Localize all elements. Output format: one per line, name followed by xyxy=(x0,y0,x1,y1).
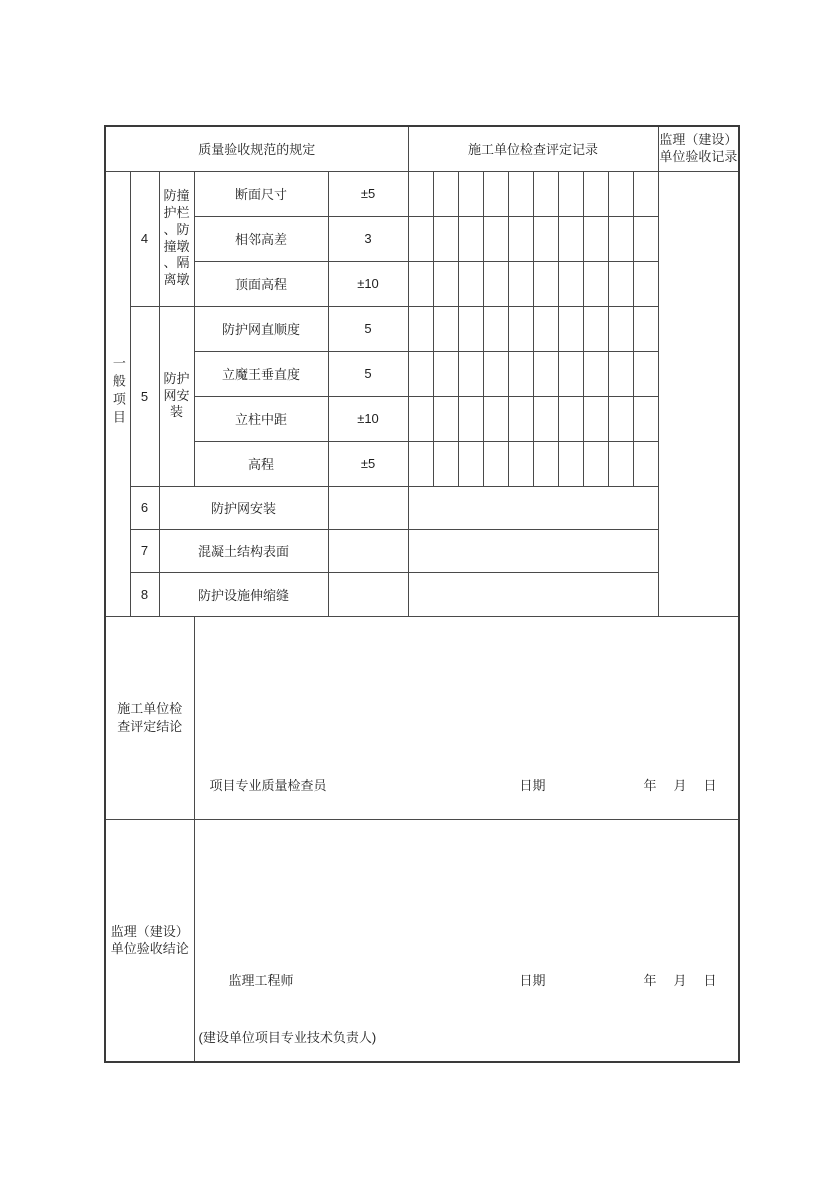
tolerance-cell xyxy=(328,486,408,529)
tolerance-cell xyxy=(328,572,408,616)
record-cell xyxy=(533,171,558,216)
record-cell xyxy=(608,441,633,486)
record-cell xyxy=(583,351,608,396)
record-cell xyxy=(408,351,433,396)
record-cell xyxy=(508,261,533,306)
record-cell xyxy=(533,351,558,396)
record-cell xyxy=(433,261,458,306)
item-7-number: 7 xyxy=(130,529,159,572)
record-cell xyxy=(633,351,658,396)
supervision-signer-label: 监理工程师 xyxy=(228,972,294,988)
record-cell xyxy=(583,306,608,351)
table-row xyxy=(105,486,739,529)
record-cell xyxy=(458,171,483,216)
record-cell xyxy=(483,171,508,216)
record-cell xyxy=(633,441,658,486)
record-cell xyxy=(433,216,458,261)
tolerance-cell xyxy=(328,529,408,572)
item-name-cell: 防护设施伸缩缝 xyxy=(159,572,328,616)
record-cell xyxy=(483,261,508,306)
record-cell xyxy=(408,216,433,261)
construction-conclusion-label-line-1: 施工单位检 xyxy=(117,700,183,716)
tolerance-cell: ±5 xyxy=(328,441,408,486)
category-label: 一般项目 xyxy=(110,356,126,428)
record-cell xyxy=(458,351,483,396)
month-label: 月 xyxy=(673,777,687,793)
item-name-cell: 防护网直顺度 xyxy=(194,306,328,351)
record-cell xyxy=(633,261,658,306)
record-cell xyxy=(558,216,583,261)
item-name-cell: 立魔王垂直度 xyxy=(194,351,328,396)
record-cell xyxy=(633,171,658,216)
month-label: 月 xyxy=(673,972,687,988)
category-cell xyxy=(105,171,130,616)
inspection-form-table xyxy=(104,125,740,1063)
table-row xyxy=(105,441,739,486)
record-cell xyxy=(633,396,658,441)
supervision-conclusion-label-line-2: 单位验收结论 xyxy=(110,941,189,957)
tolerance-cell: 5 xyxy=(328,351,408,396)
table-row xyxy=(105,261,739,306)
record-cell xyxy=(408,396,433,441)
record-cell xyxy=(583,216,608,261)
day-label: 日 xyxy=(703,972,717,988)
record-cell xyxy=(483,216,508,261)
item-name-cell: 断面尺寸 xyxy=(194,171,328,216)
item-name-cell: 混凝土结构表面 xyxy=(159,529,328,572)
supervision-note-label: (建设单位项目专业技术负责人) xyxy=(198,1029,377,1045)
record-cell xyxy=(533,261,558,306)
record-cell xyxy=(458,306,483,351)
record-cell xyxy=(608,261,633,306)
record-cell xyxy=(583,441,608,486)
construction-conclusion-content-cell xyxy=(194,616,739,819)
record-cell xyxy=(608,171,633,216)
record-cell xyxy=(633,216,658,261)
record-cell xyxy=(433,351,458,396)
record-wide-cell xyxy=(408,529,658,572)
record-cell xyxy=(508,351,533,396)
item-name-cell: 防护网安装 xyxy=(159,486,328,529)
item-name-cell: 顶面高程 xyxy=(194,261,328,306)
record-cell xyxy=(483,396,508,441)
record-cell xyxy=(558,306,583,351)
item-4-group-cell xyxy=(159,171,194,306)
construction-ymd-group xyxy=(644,775,717,794)
table-row xyxy=(105,216,739,261)
item-name-cell: 相邻高差 xyxy=(194,216,328,261)
record-cell xyxy=(558,261,583,306)
record-cell xyxy=(508,441,533,486)
record-cell xyxy=(508,396,533,441)
record-cell xyxy=(583,261,608,306)
record-cell xyxy=(558,171,583,216)
record-wide-cell xyxy=(408,486,658,529)
record-cell xyxy=(408,306,433,351)
header-supervision-cell xyxy=(658,126,739,171)
table-row xyxy=(105,171,739,216)
construction-conclusion-label-cell xyxy=(105,616,194,819)
record-cell xyxy=(433,306,458,351)
record-cell xyxy=(408,441,433,486)
table-row xyxy=(105,306,739,351)
record-cell xyxy=(558,396,583,441)
record-cell xyxy=(608,216,633,261)
item-4-number: 4 xyxy=(130,171,159,306)
header-record-cell: 施工单位检查评定记录 xyxy=(408,126,658,171)
record-cell xyxy=(608,396,633,441)
record-cell xyxy=(458,441,483,486)
construction-signer-label: 项目专业质量检查员 xyxy=(209,777,327,793)
supervision-conclusion-content-cell xyxy=(194,819,739,1062)
item-5-group-cell xyxy=(159,306,194,486)
year-label: 年 xyxy=(643,972,657,988)
construction-conclusion-label-line-2: 查评定结论 xyxy=(117,718,183,734)
header-row xyxy=(105,126,739,171)
item-name-cell: 立柱中距 xyxy=(194,396,328,441)
record-wide-cell xyxy=(408,572,658,616)
item-name-cell: 高程 xyxy=(194,441,328,486)
record-cell xyxy=(583,171,608,216)
day-label: 日 xyxy=(703,777,717,793)
tolerance-cell: ±10 xyxy=(328,396,408,441)
record-cell xyxy=(533,216,558,261)
tolerance-cell: ±5 xyxy=(328,171,408,216)
tolerance-cell: 3 xyxy=(328,216,408,261)
year-label: 年 xyxy=(643,777,657,793)
construction-date-label: 日期 xyxy=(519,777,546,793)
supervision-conclusion-label-cell xyxy=(105,819,194,1062)
record-cell xyxy=(483,441,508,486)
record-cell xyxy=(608,306,633,351)
record-cell xyxy=(533,441,558,486)
header-supervision-line-2: 单位验收记录 xyxy=(659,148,738,164)
header-supervision-line-1: 监理（建设） xyxy=(659,131,738,147)
supervision-record-cell xyxy=(658,171,739,616)
record-cell xyxy=(558,351,583,396)
record-cell xyxy=(483,351,508,396)
tolerance-cell: ±10 xyxy=(328,261,408,306)
record-cell xyxy=(458,216,483,261)
record-cell xyxy=(508,216,533,261)
record-cell xyxy=(433,441,458,486)
record-cell xyxy=(508,306,533,351)
record-cell xyxy=(508,171,533,216)
record-cell xyxy=(633,306,658,351)
record-cell xyxy=(458,396,483,441)
record-cell xyxy=(408,261,433,306)
record-cell xyxy=(558,441,583,486)
item-8-number: 8 xyxy=(130,572,159,616)
table-row xyxy=(105,572,739,616)
supervision-conclusion-label-line-1: 监理（建设） xyxy=(110,923,189,939)
tolerance-cell: 5 xyxy=(328,306,408,351)
item-6-number: 6 xyxy=(130,486,159,529)
supervision-ymd-group xyxy=(644,970,717,989)
record-cell xyxy=(533,396,558,441)
record-cell xyxy=(608,351,633,396)
record-cell xyxy=(458,261,483,306)
record-cell xyxy=(483,306,508,351)
record-cell xyxy=(433,171,458,216)
table-row xyxy=(105,396,739,441)
record-cell xyxy=(533,306,558,351)
construction-conclusion-row xyxy=(105,616,739,819)
record-cell xyxy=(433,396,458,441)
supervision-date-label: 日期 xyxy=(519,972,546,988)
record-cell xyxy=(583,396,608,441)
table-row xyxy=(105,529,739,572)
item-5-number: 5 xyxy=(130,306,159,486)
header-spec-cell: 质量验收规范的规定 xyxy=(105,126,408,171)
item-4-group-label: 防撞护栏、防撞墩、隔离墩 xyxy=(163,187,190,288)
item-5-group-label: 防护网安装 xyxy=(163,370,190,420)
supervision-conclusion-row xyxy=(105,819,739,1062)
record-cell xyxy=(408,171,433,216)
table-row xyxy=(105,351,739,396)
